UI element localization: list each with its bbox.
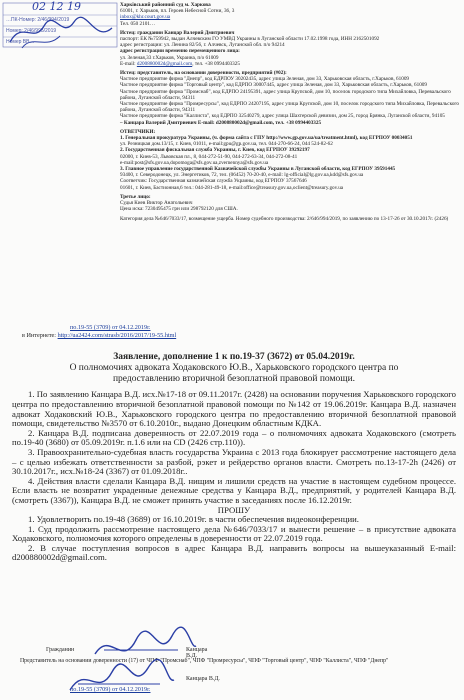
reference-links xyxy=(22,324,177,340)
ask-item-2: 1. Суд продолжить рассмотрение настоящего дела №646/7033/17 и вынести решение – в присутствие адвоката Ходаковского, полномочия которого определены в доверенности от 22.07.2019 года. xyxy=(12,523,456,544)
citizen-signature-line xyxy=(46,647,208,659)
document-body xyxy=(12,352,456,563)
rep-signature-name: Канцара В.Д. xyxy=(186,676,220,682)
plaintiff-title: Истец: гражданин Канцар Валерий Дмитриевич xyxy=(120,29,235,36)
internet-url-link[interactable]: http://ua2424.com/strasb/2016/2017/19-55.html xyxy=(57,332,177,339)
respondent-2-address: 02000, г. Киев-53, Львовская пл., 8, 044-272-51-90, 044-272-63-34, 044-272-08-41 xyxy=(120,153,298,160)
stamp-line-1: …ПК-Номер: 2/46/994/2019 xyxy=(6,17,70,23)
doc-subtitle-1: О полномочиях адвоката Ходаковского Ю.В., Харьковского городского центра по xyxy=(69,362,399,373)
top-ref-link[interactable]: по.19-55 (3709) от 04.12.2019г. xyxy=(70,324,151,331)
email-label: E-mail: xyxy=(120,60,136,67)
court-phone: Тел. 050 2101… xyxy=(120,20,156,27)
stamp-line-3: Номер ВВ… xyxy=(6,39,35,45)
reg-label: адрес регистрации временно перемещенного лица: xyxy=(120,48,240,55)
respondent-1-address: ул. Резницкая дом.13/15, г. Киев, 01011, e-mail:gpu@gp.gov.ua, тел. 044-270-66-24, 044 524-82-62 xyxy=(120,141,333,148)
signature-scribble-top xyxy=(2,14,122,54)
reg-address: ул. Зеленая,33 г.Харьков, Украина, п/о 61009 xyxy=(120,54,219,61)
respondent-4-address: 01601, г. Киев, Бастионная,6 тел.: 044-281-49-18, e-mail:office@treasury.gov.ua,oclient@treasury.gov.ua xyxy=(120,184,344,191)
stamp-handwritten-date: 02 12 19 xyxy=(32,0,81,13)
court-title: Харківський районний суд м. Харкова xyxy=(120,2,211,8)
rep-2: Частное предприятие фирма "Торговый центр", код ЕДРПО 30007445, адрес улица Зеленая, дом 33, Харьковская область, г.Харьков, 61009 xyxy=(120,82,427,89)
doc-subtitle-2: предоставлению вторичной безоплатной правовой помощи. xyxy=(112,373,356,384)
citizen-label: Гражданин xyxy=(46,647,75,653)
rep-6: – Канцара Валерий Дмитриевич E-mail: d200880002d@gmail.com, тел. +38 0994403325 xyxy=(120,119,322,126)
respondent-3-address: 93400, г. Северодонецк, ул. Энергетиков, 72, тел. (06452) 70-20-40, e-mail: lg-official@lg.gov.ua,kdd@sfs.gov.ua xyxy=(120,172,364,179)
rep-title: Истец: представитель, на основании доверенности, предприятий (#02): xyxy=(120,70,287,77)
plaintiff-address: адрес регистрации: ул. Ленина 82/56, г. Алчевск, Луганской обл. п/о 94214 xyxy=(120,42,285,49)
paragraph-4: 4. Действия власти сделали Канцара В.Д. нищим и лишили средств на участие в настоящем судебном процессе. Если власть не возвратит украденные денежные средства у Канцара В.Д., предприятий, у родителей Канцара В.Д. (смотреть (3367)), Канцара В.Д. не сможет принять участие в заседаниях после 16.12.2019г. xyxy=(12,475,456,505)
rep-signature-line xyxy=(20,658,450,665)
respondent-2: 2. Государственная фискальная служба Украины, г. Киев, код ЕГРПОУ 39292197 xyxy=(120,147,310,154)
respondents-title: ОТВЕТЧИКИ: xyxy=(120,128,156,135)
ask-item-1: 1. Удовлетворить по.19-48 (3689) от 16.10.2019г. в части обеспечения видеоконференции. xyxy=(28,514,359,525)
registration-stamp xyxy=(2,2,120,50)
court-email-link[interactable]: inbox@khr.court.gov.ua xyxy=(120,14,171,21)
internet-label: в Интернете: xyxy=(22,332,57,339)
plaintiff-email-link[interactable]: d200880002d@gmail.com xyxy=(136,60,193,67)
ask-item-3: 2. В случае поступления вопросов в адрес Канцара В.Д. направить вопросы на вышеуказанный E-mail: d200880002d@gmail.com. xyxy=(12,542,456,563)
rep-3: Частное предприятие фирма "Промснаб", код ЕДРПО 24195391, адрес улица Крупской, дом 10, поселок городского типа Михайловка, Перевальского района, Луганской области, 94311 xyxy=(120,88,451,101)
doc-title: Заявление, дополнение 1 к по.19-37 (3672) от 05.04.2019г. xyxy=(113,352,355,362)
plaintiff-tel: , тел. +38 0994403325 xyxy=(192,60,240,67)
rep-name-line xyxy=(186,676,220,682)
plaintiff-passport: паспорт: ЕК №759942, выдан Алчевским ГО УМВД Украины в Луганской области 17.02.1998 года, ИНН 2162501092 xyxy=(120,36,380,43)
ask-heading: ПРОШУ xyxy=(217,504,251,515)
rep-1: Частное предприятие фирма "Днепр", код ЕДРПОУ 30202435, адрес улица Зеленая, дом 33, Харьковская область, г.Харьков, 61009 xyxy=(120,76,410,83)
respondent-1: 1. Генеральная прокуратура Украины, (ч. форма сайта с ГПУ http://www.gp.gov.ua/ua/treatment.html), код ЕГРПОУ 00034051 xyxy=(120,135,413,142)
rep-5: Частное предприятие фирма "Каллиста", код ЕДРПО 32540279, адрес улица Шахтерской девизии, дом 25, город Брянка, Луганской области, 94105 xyxy=(120,113,445,120)
third-party-title: Третье лицо: xyxy=(120,193,151,200)
respondent-4: Соответчик: Государственная казначейская служба Украины, код ЕГРПОУ 37567646 xyxy=(120,178,307,185)
stamp-line-2: Номер: 2/46/995/2019 xyxy=(6,28,57,34)
respondent-3: 3. Главное управление государственной Казначейской службы Украины в Луганской области, код ЕГРПОУ 39591445 xyxy=(120,166,396,173)
respondent-2-email: e-mail:post@sfs.gov.ua,dopomoga@sfs.gov.ua,zvernennya@sfs.gov.ua xyxy=(120,159,269,166)
rep-4: Частное предприятие фирма "Промресурсы", код ЕДРПО 24207195, адрес улица Крупской, дом 10, поселок городского типа Михайловка, Перевальского района, Луганской области, 94311 xyxy=(120,101,460,114)
paragraph-3: 3. Правоохранительно-судебная власть государства Украина с 2013 года блокирует рассмотрение настоящего дела – с целью избежать ответственности за разбой, рэкет и рейдерство органов власти. Смотреть по.13-17-2h (2426) от 30.10.2017г., исх.№18-24 (3367) от 01.09.2018г.. xyxy=(12,446,456,477)
header-addresses xyxy=(120,2,460,222)
case-line: Категория дела №646/7033/17, возмещение ущерба. Номер судебного производства: 2/646/994/2019, по заявлению по 13-17-26 от 30.10.2017г. (2426) xyxy=(120,215,449,222)
citizen-name: Канцара В.Д. xyxy=(186,647,208,659)
bottom-reference xyxy=(70,686,150,693)
bottom-ref-link[interactable]: по.19-55 (3709) от 04.12.2019г. xyxy=(70,686,151,693)
claim-price: Цена иска: 7230495475 грн или 298792120 для США. xyxy=(120,206,238,213)
third-party-text: Судья Киев Виктор Анатольевич xyxy=(120,200,193,207)
paragraph-1: 1. По заявлению Канцара В.Д. исх.№17-18 от 09.11.2017г. (2428) на основании поручения Харьковского городского центра по предоставлению вторичной безоплатной правовой помощи по №142 от 19.06.2019г. Канцара В.Д. назначен адвокат Ходаковский Ю.В., Харьковского городского центра по предоставлению вторичной безоплатной правовой помощи, свидетельство №3570 от 6.10.2010г., выдано Донецким областным КДКА. xyxy=(12,389,456,429)
rep-signature-label: Представитель на основании доверенности (17) от ЧПФ "Промснаб", ЧПФ "Промресурсы", ЧПФ "Торговый центр", ЧПФ "Каллиста", ЧПФ "Днепр" xyxy=(20,658,389,664)
court-address: 61001, г. Харьков, пл. Героев Небесной Сотни, 36, 3 xyxy=(120,8,235,15)
paragraph-2: 2. Канцара В.Д. подписана доверенность от 22.07.2019 года – о полномочиях адвоката Ходаковского (смотреть по.19-40 (3680) от 05.09.2019г. п.1.6 или на CD (2426 стр.110)). xyxy=(12,427,456,448)
